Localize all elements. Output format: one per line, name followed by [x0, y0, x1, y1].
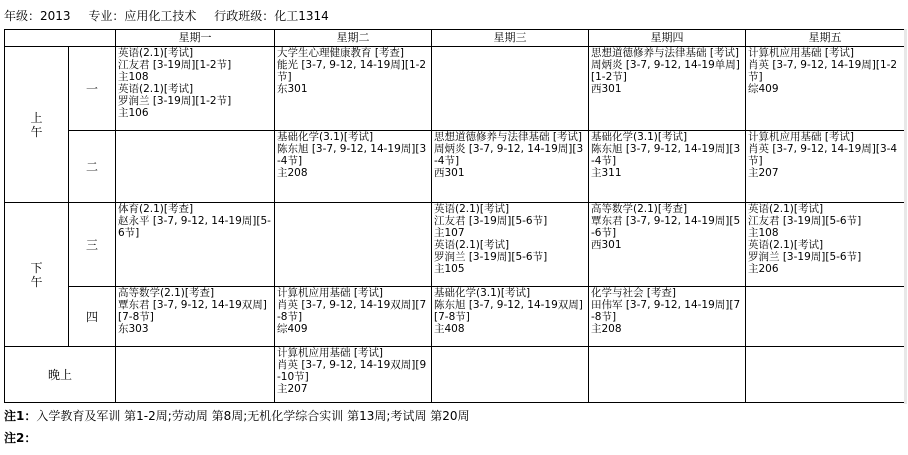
course-cell[interactable] — [432, 287, 589, 347]
course-line: 周炳炎 [3-7, 9-12, 14-19周][3-4节] — [434, 143, 584, 167]
course-cell[interactable] — [589, 203, 746, 287]
course-line: 英语(2.1)[考试] — [118, 47, 194, 59]
course-line: 江友君 [3-19周][5-6节] — [748, 215, 862, 227]
course-line: 思想道德修养与法律基础 [考试] — [591, 47, 740, 59]
course-line: 肖英 [3-7, 9-12, 14-19周][3-4节] — [748, 143, 898, 167]
course-cell[interactable] — [746, 287, 905, 347]
course-cell[interactable] — [589, 131, 746, 203]
segment-morning — [5, 47, 69, 203]
day-header-mon: 星期一 — [116, 30, 275, 47]
period-label-1: 一 — [69, 47, 116, 131]
note-2-label: 注2： — [4, 431, 37, 445]
course-cell[interactable] — [275, 287, 432, 347]
course-entry — [748, 131, 902, 179]
course-line: 陈东旭 [3-7, 9-12, 14-19周][3-4节] — [591, 143, 741, 167]
course-cell[interactable] — [275, 203, 432, 287]
segment-morning-label: 上午 — [30, 110, 43, 139]
course-cell[interactable] — [432, 131, 589, 203]
day-header-wed: 星期三 — [432, 30, 589, 47]
course-entry — [434, 287, 586, 335]
course-line: 陈东旭 [3-7, 9-12, 14-19周][3-4节] — [277, 143, 427, 167]
timetable — [4, 29, 905, 403]
segment-afternoon-label: 下午 — [30, 260, 43, 289]
course-line: 英语(2.1)[考试] — [118, 83, 194, 95]
course-line: 主208 — [591, 323, 622, 335]
course-line: 西301 — [591, 239, 622, 251]
course-line: 江友君 [3-19周][1-2节] — [118, 59, 232, 71]
course-entry — [434, 131, 586, 179]
course-line: 陈东旭 [3-7, 9-12, 14-19双周][7-8节] — [434, 299, 583, 323]
course-entry — [748, 203, 902, 275]
course-line: 东301 — [277, 83, 308, 95]
period-row-2 — [5, 131, 905, 203]
course-line: 基础化学(3.1)[考试] — [277, 131, 374, 143]
notes-section — [4, 405, 904, 449]
course-line: 东303 — [118, 323, 149, 335]
day-header-fri: 星期五 — [746, 30, 905, 47]
course-cell[interactable] — [746, 203, 905, 287]
course-line: 基础化学(3.1)[考试] — [434, 287, 531, 299]
day-header-thu: 星期四 — [589, 30, 746, 47]
course-line: 体育(2.1)[考查] — [118, 203, 194, 215]
course-cell[interactable] — [432, 203, 589, 287]
note-1 — [4, 405, 904, 427]
course-line: 西301 — [434, 167, 465, 179]
course-entry — [591, 287, 743, 335]
course-entry — [591, 47, 743, 95]
course-line: 计算机应用基础 [考试] — [748, 131, 855, 143]
course-cell[interactable] — [275, 47, 432, 131]
grade-label: 年级：2013 — [4, 9, 71, 23]
period-label-4: 四 — [69, 287, 116, 347]
course-line: 罗润兰 [3-19周][5-6节] — [748, 251, 862, 263]
course-line: 主106 — [118, 107, 149, 119]
course-line: 主311 — [591, 167, 622, 179]
course-line: 主408 — [434, 323, 465, 335]
course-line: 综409 — [277, 323, 308, 335]
course-cell[interactable] — [746, 131, 905, 203]
day-header-row — [5, 30, 905, 47]
course-line: 基础化学(3.1)[考试] — [591, 131, 688, 143]
note-1-text: 入学教育及军训 第1-2周;劳动周 第8周;无机化学综合实训 第13周;考试周 第20周 — [36, 409, 470, 423]
course-line: 周炳炎 [3-7, 9-12, 14-19单周][1-2节] — [591, 59, 740, 83]
course-line: 西301 — [591, 83, 622, 95]
course-line: 主108 — [118, 71, 149, 83]
period-label-3: 三 — [69, 203, 116, 287]
course-line: 化学与社会 [考查] — [591, 287, 677, 299]
course-line: 主207 — [277, 383, 308, 395]
course-line: 肖英 [3-7, 9-12, 14-19双周][9-10节] — [277, 359, 427, 383]
course-line: 赵永平 [3-7, 9-12, 14-19周][5-6节] — [118, 215, 271, 239]
course-cell[interactable] — [275, 347, 432, 403]
course-cell[interactable] — [116, 347, 275, 403]
course-line: 计算机应用基础 [考试] — [277, 347, 384, 359]
course-entry — [591, 203, 743, 251]
course-line: 江友君 [3-19周][5-6节] — [434, 215, 548, 227]
course-entry — [591, 131, 743, 179]
course-line: 思想道德修养与法律基础 [考试] — [434, 131, 583, 143]
day-header-tue: 星期二 — [275, 30, 432, 47]
course-line: 计算机应用基础 [考试] — [277, 287, 384, 299]
course-entry — [277, 347, 429, 395]
course-entry — [277, 131, 429, 179]
scrollbar-edge — [904, 29, 907, 404]
course-line: 英语(2.1)[考试] — [434, 239, 510, 251]
course-line: 大学生心理健康教育 [考查] — [277, 47, 405, 59]
course-cell[interactable] — [746, 347, 905, 403]
corner-cell — [5, 30, 116, 47]
period-row-4 — [5, 287, 905, 347]
course-line: 主105 — [434, 263, 465, 275]
course-cell[interactable] — [275, 131, 432, 203]
course-entry — [748, 47, 902, 95]
course-cell[interactable] — [116, 287, 275, 347]
course-cell[interactable] — [589, 47, 746, 131]
period-label-2: 二 — [69, 131, 116, 203]
note-1-label: 注1： — [4, 409, 37, 423]
course-entry — [118, 203, 272, 239]
period-row-3 — [5, 203, 905, 287]
course-line: 罗润兰 [3-19周][5-6节] — [434, 251, 548, 263]
class-label: 行政班级：化工1314 — [214, 9, 329, 23]
period-row-1 — [5, 47, 905, 131]
course-line: 罗润兰 [3-19周][1-2节] — [118, 95, 232, 107]
note-2 — [4, 427, 904, 449]
segment-afternoon — [5, 203, 69, 347]
course-cell[interactable] — [116, 203, 275, 287]
course-line: 计算机应用基础 [考试] — [748, 47, 855, 59]
course-line: 肖英 [3-7, 9-12, 14-19周][1-2节] — [748, 59, 898, 83]
course-line: 高等数学(2.1)[考查] — [591, 203, 688, 215]
course-line: 能光 [3-7, 9-12, 14-19周][1-2节] — [277, 59, 427, 83]
course-line: 英语(2.1)[考试] — [748, 203, 824, 215]
major-label: 专业：应用化工技术 — [88, 9, 197, 23]
course-line: 主108 — [748, 227, 779, 239]
course-entry — [277, 287, 429, 335]
course-cell[interactable] — [432, 47, 589, 131]
course-entry — [118, 287, 272, 335]
course-line: 英语(2.1)[考试] — [748, 239, 824, 251]
course-cell[interactable] — [746, 47, 905, 131]
course-line: 主107 — [434, 227, 465, 239]
course-line: 综409 — [748, 83, 779, 95]
course-line: 高等数学(2.1)[考查] — [118, 287, 215, 299]
course-line: 英语(2.1)[考试] — [434, 203, 510, 215]
course-line: 覃东君 [3-7, 9-12, 14-19周][5-6节] — [591, 215, 741, 239]
course-line: 覃东君 [3-7, 9-12, 14-19双周][7-8节] — [118, 299, 267, 323]
evening-row — [5, 347, 905, 403]
course-cell[interactable] — [589, 347, 746, 403]
course-line: 主207 — [748, 167, 779, 179]
course-entry — [277, 47, 429, 95]
course-cell[interactable] — [589, 287, 746, 347]
course-line: 主208 — [277, 167, 308, 179]
course-cell[interactable] — [432, 347, 589, 403]
course-cell[interactable] — [116, 47, 275, 131]
course-line: 肖英 [3-7, 9-12, 14-19双周][7-8节] — [277, 299, 427, 323]
course-entry — [118, 47, 272, 119]
course-line: 主206 — [748, 263, 779, 275]
course-line: 田伟军 [3-7, 9-12, 14-19周][7-8节] — [591, 299, 741, 323]
timetable-header — [4, 7, 884, 25]
course-cell[interactable] — [116, 131, 275, 203]
course-entry — [434, 203, 586, 275]
segment-evening: 晚上 — [5, 347, 116, 403]
